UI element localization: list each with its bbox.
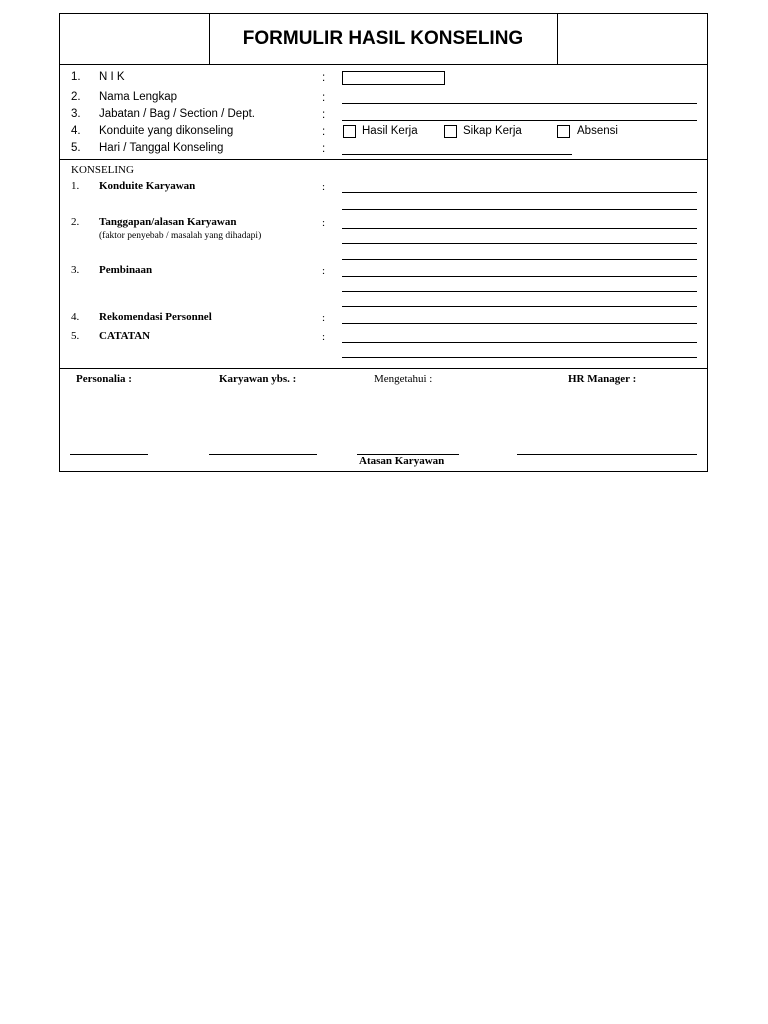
notes-line-1[interactable] bbox=[342, 342, 697, 343]
employee-response-line-2[interactable] bbox=[342, 243, 697, 244]
coaching-line-3[interactable] bbox=[342, 306, 697, 307]
employee-response-sublabel: (faktor penyebab / masalah yang dihadapi) bbox=[99, 231, 262, 241]
colon: : bbox=[322, 265, 326, 277]
option-absensi: Absensi bbox=[577, 125, 618, 137]
signature-line-employee[interactable] bbox=[209, 454, 317, 455]
option-sikap-kerja: Sikap Kerja bbox=[463, 125, 522, 137]
section-divider bbox=[59, 368, 708, 369]
full-name-label: Nama Lengkap bbox=[99, 91, 177, 103]
counseling-heading: KONSELING bbox=[71, 164, 134, 176]
notes-line-2[interactable] bbox=[342, 357, 697, 358]
colon: : bbox=[322, 126, 326, 138]
personnel-recommendation-line[interactable] bbox=[342, 323, 697, 324]
checkbox-sikap-kerja[interactable] bbox=[444, 125, 457, 138]
item-number: 4. bbox=[71, 311, 80, 323]
section-divider bbox=[59, 159, 708, 160]
counseling-date-field[interactable] bbox=[342, 154, 572, 155]
item-number: 3. bbox=[71, 264, 80, 276]
employee-conduct-line-2[interactable] bbox=[342, 209, 697, 210]
row-number: 1. bbox=[71, 71, 81, 83]
item-number: 1. bbox=[71, 180, 80, 192]
counseling-date-label: Hari / Tanggal Konseling bbox=[99, 142, 224, 154]
checkbox-hasil-kerja[interactable] bbox=[343, 125, 356, 138]
position-field[interactable] bbox=[342, 120, 697, 121]
colon: : bbox=[322, 72, 326, 84]
personnel-recommendation-label: Rekomendasi Personnel bbox=[99, 311, 212, 323]
item-number: 2. bbox=[71, 216, 80, 228]
header-bottom-border bbox=[59, 64, 708, 65]
colon: : bbox=[322, 331, 326, 343]
row-number: 5. bbox=[71, 142, 81, 154]
item-number: 5. bbox=[71, 330, 80, 342]
colon: : bbox=[322, 181, 326, 193]
colon: : bbox=[322, 109, 326, 121]
colon: : bbox=[322, 217, 326, 229]
row-number: 4. bbox=[71, 125, 81, 137]
colon: : bbox=[322, 143, 326, 155]
colon: : bbox=[322, 312, 326, 324]
coaching-label: Pembinaan bbox=[99, 264, 153, 276]
signature-line-personalia[interactable] bbox=[70, 454, 148, 455]
nik-input-box[interactable] bbox=[342, 71, 445, 85]
full-name-field[interactable] bbox=[342, 103, 697, 104]
employee-response-line-3[interactable] bbox=[342, 259, 697, 260]
nik-label: N I K bbox=[99, 71, 125, 83]
coaching-line-1[interactable] bbox=[342, 276, 697, 277]
position-label: Jabatan / Bag / Section / Dept. bbox=[99, 108, 255, 120]
row-number: 3. bbox=[71, 108, 81, 120]
employee-response-label: Tanggapan/alasan Karyawan bbox=[99, 216, 237, 228]
signature-label-acknowledged: Mengetahui : bbox=[374, 373, 433, 385]
signature-line-hr-manager[interactable] bbox=[517, 454, 697, 455]
conduct-label: Konduite yang dikonseling bbox=[99, 125, 234, 137]
checkbox-absensi[interactable] bbox=[557, 125, 570, 138]
signature-label-employee: Karyawan ybs. : bbox=[219, 373, 297, 385]
option-hasil-kerja: Hasil Kerja bbox=[362, 125, 418, 137]
form-title: FORMULIR HASIL KONSELING bbox=[242, 28, 524, 49]
header-divider-right bbox=[557, 13, 558, 64]
coaching-line-2[interactable] bbox=[342, 291, 697, 292]
row-number: 2. bbox=[71, 91, 81, 103]
employee-conduct-label: Konduite Karyawan bbox=[99, 180, 196, 192]
employee-conduct-line-1[interactable] bbox=[342, 192, 697, 193]
notes-label: CATATAN bbox=[99, 330, 151, 342]
colon: : bbox=[322, 92, 326, 104]
signature-label-supervisor: Atasan Karyawan bbox=[359, 455, 445, 467]
employee-response-line-1[interactable] bbox=[342, 228, 697, 229]
signature-label-personalia: Personalia : bbox=[76, 373, 132, 385]
signature-label-hr-manager: HR Manager : bbox=[568, 373, 637, 385]
